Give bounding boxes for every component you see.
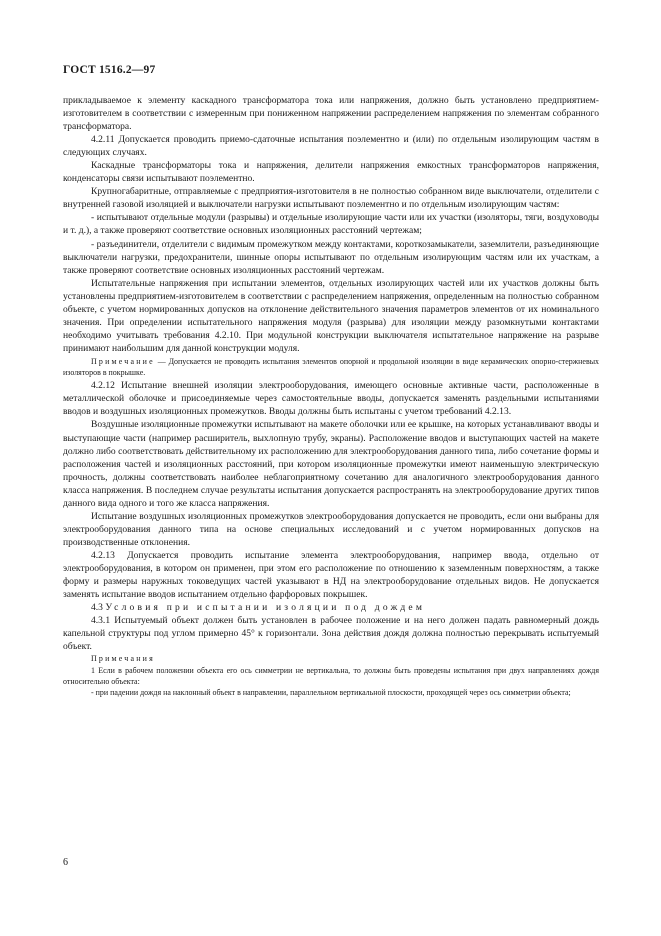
paragraph-air-gaps-exemption: Испытание воздушных изоляционных промежутков электрооборудования допускается не проводить, если они выбраны для электрооборудования данного типа на основе специальных исследований и с учетом нормированных допусков на производственные отклонения. bbox=[63, 510, 599, 548]
paragraph-cascade-transformers: Каскадные трансформаторы тока и напряжения, делители напряжения емкостных трансформаторов напряжения, конденсаторы связи испытывают поэлементно. bbox=[63, 160, 599, 185]
section-heading-4-3 bbox=[63, 601, 599, 614]
note-item-dash: - при падении дождя на наклонный объект в направлении, параллельном вертикальной плоскости, проходящей через ось симметрии объекта; bbox=[91, 687, 571, 697]
paragraph-4-2-13: 4.2.13 Допускается проводить испытание элемента электрооборудования, например ввода, отдельно от электрооборудования, в котором он применен, при этом его расположение по отношению к заземленным поверхностям, а также форму и размеры наружных токоведущих частей указывают в НД на электрооборудование отдельных видов. Не допускается заменять испытание вводов испытанием отдельно фарфоровых покрышек. bbox=[63, 549, 599, 601]
paragraph-large-equipment: Крупногабаритные, отправляемые с предприятия-изготовителя в не полностью собранном виде выключатели, отделители с внутренней газовой изоляцией и выключатели нагрузки испытывают поэлементно и по отдельным изолирующим частям: bbox=[63, 186, 599, 211]
document-body bbox=[63, 94, 599, 698]
section-number: 4.3 bbox=[91, 602, 106, 614]
list-item-modules: - испытывают отдельные модули (разрывы) и отдельные изолирующие части или их участки (изоляторы, тяги, воздуховоды и т. д.), а также проверяют соответствие основных изоляционных расстояний чертежам; bbox=[63, 212, 599, 237]
note-label: Примечание bbox=[91, 356, 155, 366]
note-item-1: 1 Если в рабочем положении объекта его ось симметрии не вертикальна, то должны быть проведены испытания при двух направлениях дождя относительно объекта: bbox=[63, 665, 599, 686]
paragraph-4-2-12: 4.2.12 Испытание внешней изоляции электрооборудования, имеющего основные активные части, расположенные в металлической оболочке и присоединяемые через самостоятельные вводы, допускается заменять раздельными испытаниями вводов и воздушных изоляционных промежутков. Вводы должны быть испытаны с учетом требований 4.2.13. bbox=[63, 380, 599, 418]
paragraph-air-gaps: Воздушные изоляционные промежутки испытывают на макете оболочки или ее крышке, на которых устанавливают вводы и выступающие части (например расширитель, выхлопную трубу, экраны). Расположение вводов и выступающих частей на макете должно либо соответствовать действительному их расположению для электрооборудования данного типа, либо сочетание формы и расположения частей и изоляционных расстояний, при котором изоляционные промежутки имеют наименьшую электрическую прочность, должны соответствовать наиболее неблагоприятному сочетанию для аналогичного электрооборудования данного класса напряжения. В последнем случае результаты испытания допускается распространять на электрооборудование других типов данного вида одного и того же класса напряжения. bbox=[63, 419, 599, 509]
section-title: Условия при испытании изоляции под дождем bbox=[105, 602, 426, 614]
paragraph-test-voltages: Испытательные напряжения при испытании элементов, отдельных изолирующих частей или их участков должны быть установлены предприятием-изготовителем в соответствии с распределением напряжения, определенным на полностью собранном объекте, с учетом нормированных допусков на отклонение действительного значения параметров элементов от их номинального значения. При определении испытательного напряжения модуля (разрыва) для изоляции между разомкнутыми контактами необходимо учитывать требования 4.2.10. При модульной конструкции выключателя испытательное напряжение на разрыве принимают наибольшим для данной конструкции модуля. bbox=[63, 277, 599, 354]
note-ceramic-insulators bbox=[63, 356, 599, 378]
document-header: ГОСТ 1516.2—97 bbox=[63, 64, 156, 76]
page-number: 6 bbox=[63, 857, 68, 868]
note-text: — Допускается не проводить испытания элементов опорной и продольной изоляции в виде керамических опорно-стержневых изоляторов в покрышке. bbox=[63, 356, 599, 378]
paragraph-continuation: прикладываемое к элементу каскадного трансформатора тока или напряжения, должно быть установлено предприятием-изготовителем в соответствии с измеренным при пониженном напряжении распределением напряжения по элементам собранного трансформатора. bbox=[63, 95, 599, 133]
list-item-disconnectors: - разъединители, отделители с видимым промежутком между контактами, короткозамыкатели, заземлители, разъединяющие выключатели нагрузки, предохранители, шинные опоры испытывают по отдельным изолирующим частям или их участкам, а также проверяют соответствие основных изоляционных расстояний чертежам. bbox=[63, 238, 599, 276]
notes-label: Примечания bbox=[91, 654, 155, 664]
paragraph-4-3-1: 4.3.1 Испытуемый объект должен быть установлен в рабочее положение и на него должен падать равномерный дождь капельной структуры под углом примерно 45° к горизонтали. Зона действия дождя должна полностью перекрывать испытуемый объект. bbox=[63, 615, 599, 653]
notes-heading bbox=[63, 653, 599, 664]
paragraph-4-2-11: 4.2.11 Допускается проводить приемо-сдаточные испытания поэлементно и (или) по отдельным изолирующим частям в следующих случаях. bbox=[63, 134, 599, 159]
